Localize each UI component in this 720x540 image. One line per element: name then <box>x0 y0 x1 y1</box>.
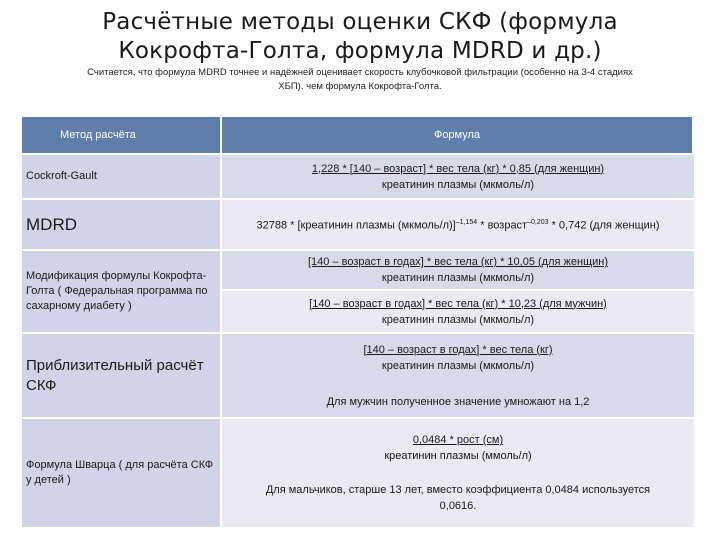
formula-modified-women <box>222 251 694 291</box>
table-row-approximate <box>22 334 694 419</box>
table-row-mdrd <box>22 200 694 251</box>
formula-schwartz-denominator: креатинин плазмы (ммоль/л) <box>384 450 532 462</box>
formula-approximate-numerator: [140 – возраст в годах] * вес тела (кг) <box>363 343 553 356</box>
methods-table <box>22 117 694 529</box>
formula-cockroft-numerator: 1,228 * [140 – возраст] * вес тела (кг) * 0,85 (для женщин) <box>311 162 605 175</box>
header-formula: Формула <box>222 117 694 155</box>
table-row-schwartz <box>22 419 694 529</box>
formula-schwartz <box>222 419 694 529</box>
formula-modified-men-denominator: креатинин плазмы (мкмоль/л) <box>381 313 535 326</box>
method-approximate: Приблизительный расчёт СКФ <box>22 334 222 419</box>
formula-modified-men <box>222 291 694 334</box>
formula-schwartz-note-line-1: Для мальчиков, старше 13 лет, вместо коэффициента 0,0484 используется <box>265 484 651 496</box>
formula-schwartz-note-line-2: 0,0616. <box>439 500 477 512</box>
method-cockroft: Cockroft-Gault <box>22 155 222 200</box>
formula-approximate-denominator: креатинин плазмы (мкмоль/л) <box>381 359 535 372</box>
slide-subtitle <box>30 66 690 94</box>
formula-modified-women-denominator: креатинин плазмы (мкмоль/л) <box>381 272 535 284</box>
method-schwartz: Формула Шварца ( для расчёта СКФ у детей ) <box>22 419 222 529</box>
formula-mdrd-exponent-1: –1,154 <box>455 219 478 227</box>
formula-mdrd <box>222 200 694 251</box>
formula-approximate-note: Для мужчин полученное значение умножают на 1,2 <box>326 395 590 408</box>
table-row-modified-1 <box>22 251 694 291</box>
header-method: Метод расчёта <box>22 117 222 155</box>
slide-subtitle-line-1: Считается, что формула MDRD точнее и надёжней оценивает скорость клубочковой фильтрации (особенно на 3-4 стадиях <box>87 67 633 78</box>
slide-title-line-2: Кокрофта-Голта, формула MDRD и др.) <box>118 38 602 64</box>
slide-subtitle-line-2: ХБП), чем формула Кокрофта-Голта. <box>278 81 442 92</box>
formula-mdrd-part-b: * возраст <box>477 219 528 232</box>
table-header-row <box>22 117 694 155</box>
formula-modified-men-numerator: [140 – возраст в годах] * вес тела (кг) * 10,23 (для мужчин) <box>309 297 607 310</box>
formula-cockroft-denominator: креатинин плазмы (мкмоль/л) <box>381 178 535 191</box>
formula-mdrd-part-a: 32788 * [креатинин плазмы (мкмоль/л)] <box>256 219 456 232</box>
formula-mdrd-part-c: * 0,742 (для женщин) <box>548 219 660 232</box>
table-row-cockroft <box>22 155 694 200</box>
formula-mdrd-exponent-2: –0,203 <box>527 219 549 227</box>
slide-title-line-1: Расчётные методы оценки СКФ (формула <box>102 9 618 35</box>
formula-modified-women-numerator: [140 – возраст в годах] * вес тела (кг) * 10,05 (для женщин) <box>307 256 609 268</box>
formula-schwartz-note <box>242 482 674 514</box>
formula-schwartz-numerator: 0,0484 * рост (см) <box>412 434 504 446</box>
method-mdrd: MDRD <box>22 200 222 251</box>
formula-cockroft <box>222 155 694 200</box>
slide-title <box>0 8 720 66</box>
method-modified-cockroft: Модификация формулы Кокрофта-Голта ( Федеральная программа по сахарному диабету ) <box>22 251 222 334</box>
formula-approximate <box>222 334 694 419</box>
